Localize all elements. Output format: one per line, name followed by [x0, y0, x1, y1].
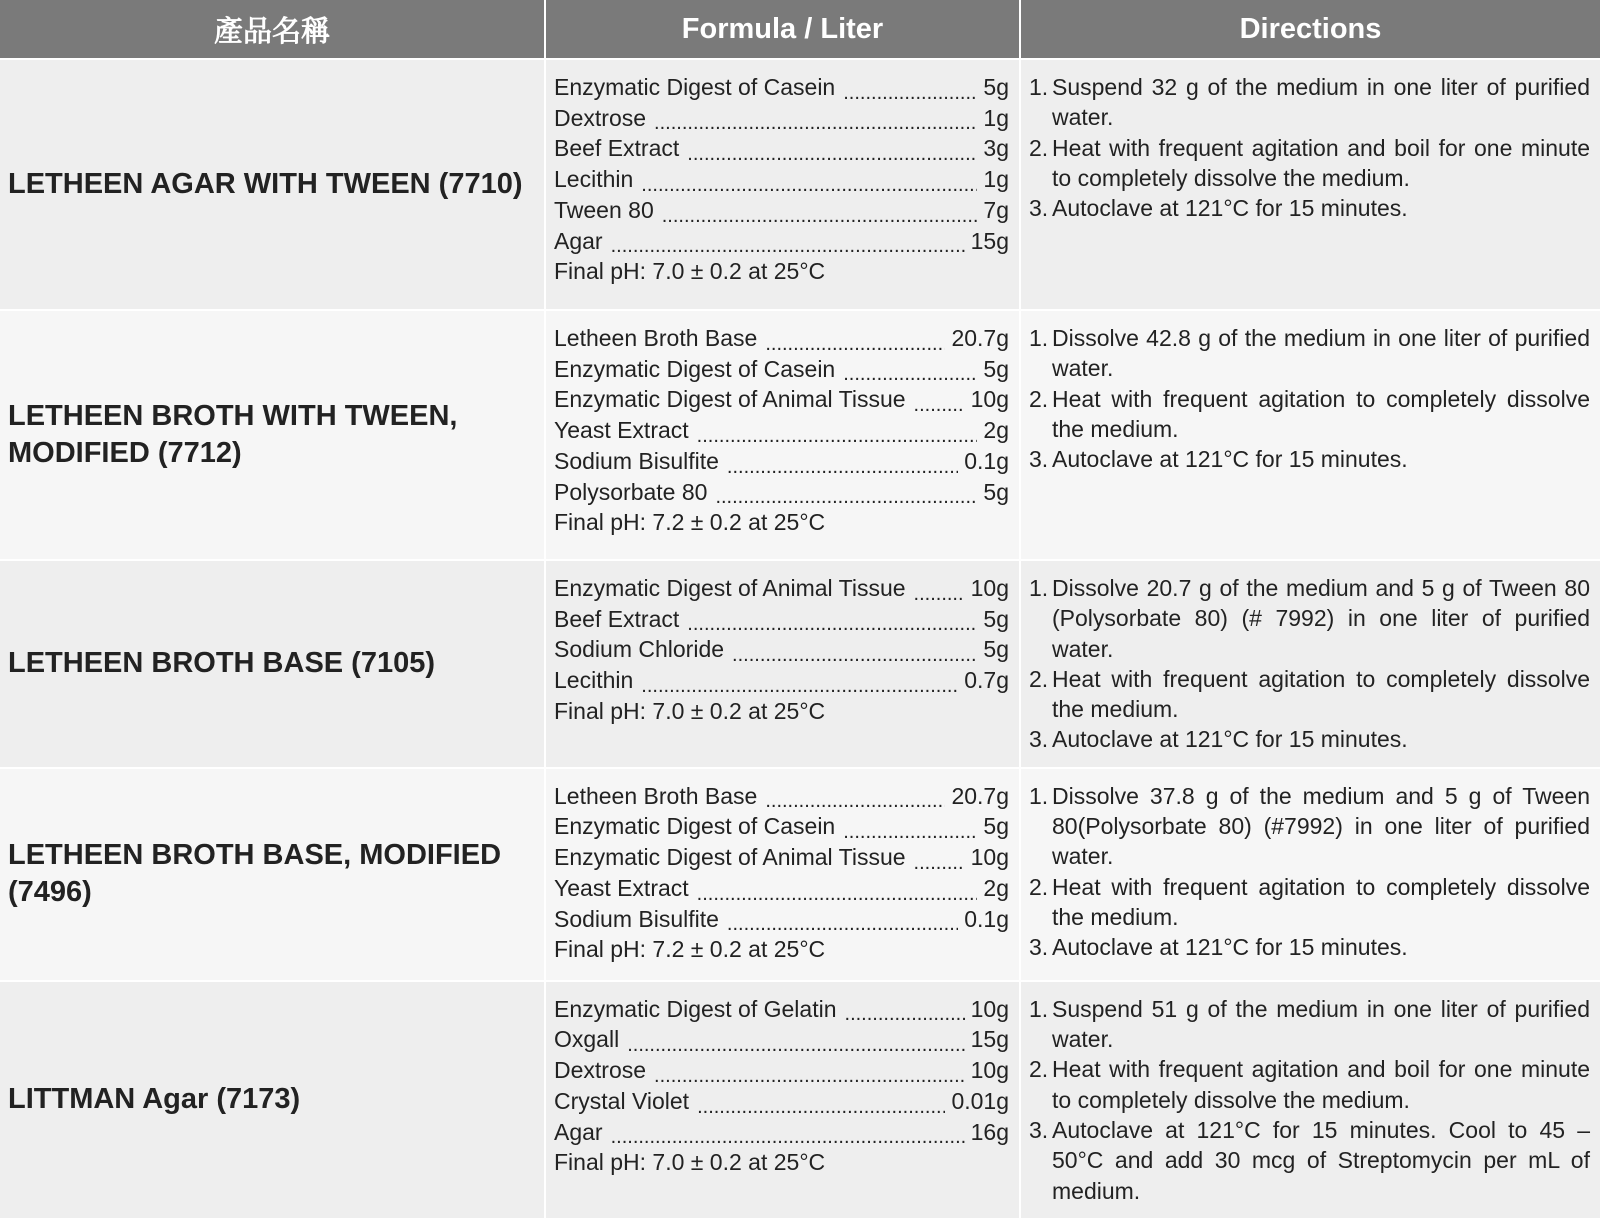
directions-cell — [1020, 560, 1600, 768]
dot-leader — [662, 202, 978, 226]
step-text: Heat with frequent agitation to completely dissolve the medium. — [1052, 665, 1590, 723]
table-row — [0, 560, 1600, 768]
step-number: 2. — [1029, 873, 1049, 900]
dot-leader — [687, 610, 977, 634]
product-name: LETHEEN BROTH BASE (7105) — [0, 560, 545, 768]
step-text: Suspend 32 g of the medium in one liter of purified water. — [1052, 74, 1590, 131]
ingredient-name: Enzymatic Digest of Animal Tissue — [554, 844, 906, 871]
ingredient-name: Sodium Bisulfite — [554, 447, 719, 474]
formula-line — [554, 226, 1009, 257]
direction-step — [1029, 193, 1590, 223]
ingredient-name: Beef Extract — [554, 135, 680, 162]
step-number: 1. — [1029, 995, 1049, 1022]
dot-leader — [765, 787, 945, 811]
formula-line — [554, 634, 1009, 665]
ingredient-name: Letheen Broth Base — [554, 782, 758, 809]
formula-line — [554, 323, 1009, 354]
dot-leader — [697, 880, 978, 904]
ingredient-amount: 16g — [970, 1118, 1009, 1145]
dot-leader — [843, 79, 977, 103]
step-number: 1. — [1029, 325, 1049, 351]
dot-leader — [727, 453, 958, 477]
dot-leader — [914, 580, 965, 604]
ingredient-amount: 1g — [983, 166, 1009, 193]
ingredient-amount: 5g — [983, 478, 1009, 505]
formula-line — [554, 873, 1009, 904]
dot-leader — [654, 109, 977, 133]
formula-line — [554, 164, 1009, 195]
ingredient-amount: 0.1g — [964, 905, 1009, 932]
dot-leader — [727, 910, 958, 934]
ingredient-amount: 0.7g — [964, 667, 1009, 694]
ingredient-name: Crystal Violet — [554, 1087, 690, 1114]
dot-leader — [687, 140, 977, 164]
direction-step — [1029, 72, 1590, 133]
step-text: Autoclave at 121°C for 15 minutes. — [1052, 934, 1408, 961]
step-number: 2. — [1029, 385, 1049, 412]
ingredient-amount: 0.01g — [951, 1087, 1009, 1114]
step-number: 2. — [1029, 665, 1049, 692]
direction-step — [1029, 1115, 1590, 1206]
ingredient-name: Sodium Chloride — [554, 636, 725, 663]
step-text: Heat with frequent agitation and boil for one minute to completely dissolve the medium. — [1052, 1056, 1590, 1113]
ingredient-amount: 2g — [983, 874, 1009, 901]
dot-leader — [641, 672, 958, 696]
direction-step — [1029, 573, 1590, 664]
dot-leader — [697, 422, 978, 446]
ingredient-name: Enzymatic Digest of Casein — [554, 813, 836, 840]
formula-cell — [545, 59, 1020, 310]
step-text: Suspend 51 g of the medium in one liter of purified water. — [1052, 995, 1590, 1053]
header-row — [0, 0, 1600, 59]
direction-step — [1029, 932, 1590, 962]
step-text: Autoclave at 121°C for 15 minutes. — [1052, 446, 1408, 473]
step-number: 3. — [1029, 1116, 1049, 1143]
ingredient-name: Tween 80 — [554, 196, 654, 223]
ingredient-name: Yeast Extract — [554, 874, 689, 901]
step-number: 1. — [1029, 782, 1049, 809]
formula-line — [554, 1086, 1009, 1117]
product-name: LITTMAN Agar (7173) — [0, 981, 545, 1219]
ingredient-amount: 10g — [970, 844, 1009, 871]
ingredient-amount: 5g — [983, 605, 1009, 632]
step-number: 2. — [1029, 134, 1049, 161]
final-ph: Final pH: 7.0 ± 0.2 at 25°C — [554, 258, 826, 285]
dot-leader — [715, 483, 977, 507]
step-number: 3. — [1029, 726, 1049, 753]
ingredient-amount: 0.1g — [964, 447, 1009, 474]
direction-step — [1029, 781, 1590, 872]
direction-step — [1029, 724, 1590, 754]
ingredient-amount: 3g — [983, 135, 1009, 162]
table-row — [0, 768, 1600, 981]
table-row — [0, 310, 1600, 560]
formula-line — [554, 477, 1009, 508]
dot-leader — [732, 641, 977, 665]
product-name: LETHEEN AGAR WITH TWEEN (7710) — [0, 59, 545, 310]
formula-line — [554, 842, 1009, 873]
direction-step — [1029, 384, 1590, 445]
header-product-name: 產品名稱 — [0, 0, 545, 59]
direction-step — [1029, 872, 1590, 933]
dot-leader — [843, 818, 977, 842]
header-directions: Directions — [1020, 0, 1600, 59]
direction-step — [1029, 323, 1590, 384]
formula-line — [554, 72, 1009, 103]
directions-cell — [1020, 310, 1600, 560]
formula-line — [554, 781, 1009, 812]
dot-leader — [765, 330, 945, 354]
ingredient-amount: 15g — [970, 1026, 1009, 1053]
ingredient-amount: 15g — [970, 227, 1009, 254]
direction-step — [1029, 133, 1590, 194]
formula-line — [554, 1024, 1009, 1055]
formula-line — [554, 415, 1009, 446]
ingredient-name: Oxgall — [554, 1026, 620, 1053]
final-ph: Final pH: 7.0 ± 0.2 at 25°C — [554, 697, 826, 724]
ingredient-name: Polysorbate 80 — [554, 478, 708, 505]
formula-line — [554, 384, 1009, 415]
direction-step — [1029, 1054, 1590, 1115]
ingredient-name: Enzymatic Digest of Casein — [554, 355, 836, 382]
formula-line — [554, 103, 1009, 134]
ingredient-amount: 10g — [970, 575, 1009, 601]
step-number: 1. — [1029, 575, 1049, 601]
ingredient-name: Letheen Broth Base — [554, 325, 758, 351]
step-text: Heat with frequent agitation to completely dissolve the medium. — [1052, 873, 1590, 930]
dot-leader — [914, 391, 965, 415]
final-ph: Final pH: 7.0 ± 0.2 at 25°C — [554, 1149, 826, 1176]
step-text: Heat with frequent agitation to completely dissolve the medium. — [1052, 385, 1590, 442]
ingredient-name: Lecithin — [554, 166, 634, 193]
directions-cell — [1020, 768, 1600, 981]
step-number: 1. — [1029, 74, 1049, 100]
formula-cell — [545, 310, 1020, 560]
ingredient-amount: 2g — [983, 417, 1009, 444]
dot-leader — [697, 1093, 945, 1117]
table-row — [0, 981, 1600, 1219]
ingredient-amount: 10g — [970, 1057, 1009, 1084]
directions-cell — [1020, 981, 1600, 1219]
step-number: 3. — [1029, 446, 1049, 473]
header-formula: Formula / Liter — [545, 0, 1020, 59]
product-name: LETHEEN BROTH BASE, MODIFIED (7496) — [0, 768, 545, 981]
direction-step — [1029, 444, 1590, 474]
dot-leader — [914, 849, 965, 873]
step-text: Autoclave at 121°C for 15 minutes. — [1052, 195, 1408, 222]
formula-cell — [545, 768, 1020, 981]
formula-line — [554, 1055, 1009, 1086]
ingredient-amount: 10g — [970, 995, 1009, 1022]
final-ph: Final pH: 7.2 ± 0.2 at 25°C — [554, 936, 826, 963]
ingredient-amount: 5g — [983, 355, 1009, 382]
step-text: Dissolve 42.8 g of the medium in one liter of purified water. — [1052, 325, 1590, 382]
step-number: 3. — [1029, 934, 1049, 961]
step-text: Autoclave at 121°C for 15 minutes. Cool to 45 – 50°C and add 30 mcg of Streptomycin per mL of medium. — [1052, 1116, 1590, 1204]
ingredient-name: Dextrose — [554, 1057, 647, 1084]
product-name: LETHEEN BROTH WITH TWEEN, MODIFIED (7712) — [0, 310, 545, 560]
formula-line — [554, 665, 1009, 696]
ingredient-name: Enzymatic Digest of Animal Tissue — [554, 386, 906, 413]
ingredient-name: Enzymatic Digest of Casein — [554, 74, 836, 100]
ingredient-name: Yeast Extract — [554, 417, 689, 444]
ingredient-amount: 20.7g — [951, 782, 1009, 809]
ingredient-name: Lecithin — [554, 667, 634, 694]
formula-line — [554, 811, 1009, 842]
formula-line — [554, 195, 1009, 226]
formula-line — [554, 904, 1009, 935]
dot-leader — [611, 1123, 965, 1147]
step-number: 3. — [1029, 195, 1049, 222]
ingredient-amount: 1g — [983, 104, 1009, 131]
ingredient-amount: 20.7g — [951, 325, 1009, 351]
ingredient-name: Sodium Bisulfite — [554, 905, 719, 932]
step-text: Autoclave at 121°C for 15 minutes. — [1052, 726, 1408, 753]
formula-cell — [545, 560, 1020, 768]
ingredient-name: Dextrose — [554, 104, 647, 131]
ingredient-name: Agar — [554, 227, 603, 254]
step-text: Dissolve 20.7 g of the medium and 5 g of Tween 80 (Polysorbate 80) (# 7992) in one liter of purified water. — [1052, 575, 1590, 662]
ingredient-name: Enzymatic Digest of Gelatin — [554, 995, 837, 1022]
dot-leader — [627, 1031, 964, 1055]
ingredient-amount: 5g — [983, 636, 1009, 663]
formula-line — [554, 354, 1009, 385]
table-row — [0, 59, 1600, 310]
ingredient-amount: 5g — [983, 813, 1009, 840]
step-text: Dissolve 37.8 g of the medium and 5 g of Tween 80(Polysorbate 80) (#7992) in one liter of purified water. — [1052, 782, 1590, 870]
ingredient-name: Agar — [554, 1118, 603, 1145]
step-text: Heat with frequent agitation and boil for one minute to completely dissolve the medium. — [1052, 134, 1590, 191]
formula-line — [554, 133, 1009, 164]
dot-leader — [845, 1000, 965, 1024]
final-ph: Final pH: 7.2 ± 0.2 at 25°C — [554, 509, 826, 536]
formula-line — [554, 994, 1009, 1025]
direction-step — [1029, 994, 1590, 1055]
dot-leader — [654, 1062, 965, 1086]
formula-cell — [545, 981, 1020, 1219]
dot-leader — [843, 360, 977, 384]
ingredient-amount: 7g — [983, 196, 1009, 223]
dot-leader — [611, 232, 965, 256]
direction-step — [1029, 664, 1590, 725]
ingredient-name: Beef Extract — [554, 605, 680, 632]
ingredient-name: Enzymatic Digest of Animal Tissue — [554, 575, 906, 601]
formula-line — [554, 1117, 1009, 1148]
directions-cell — [1020, 59, 1600, 310]
formula-line — [554, 573, 1009, 604]
dot-leader — [641, 171, 977, 195]
formula-line — [554, 604, 1009, 635]
ingredient-amount: 10g — [970, 386, 1009, 413]
formula-line — [554, 446, 1009, 477]
step-number: 2. — [1029, 1056, 1049, 1083]
ingredient-amount: 5g — [983, 74, 1009, 100]
